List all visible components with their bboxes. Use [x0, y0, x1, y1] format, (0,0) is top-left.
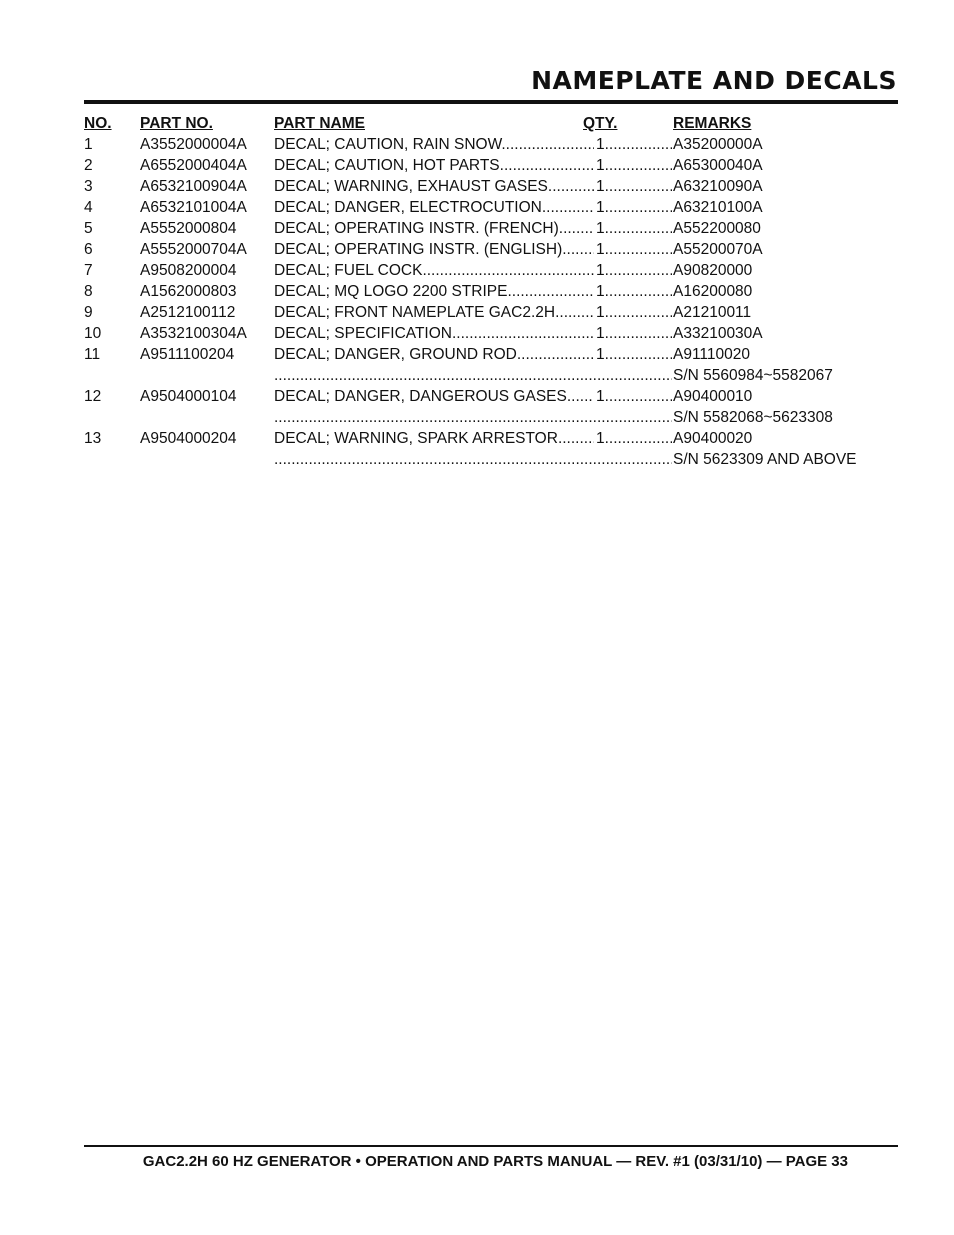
table-row	[84, 302, 884, 323]
cell-part-name: DECAL; OPERATING INSTR. (FRENCH) .....	[274, 218, 594, 239]
cell-part-no: A6552000404A	[140, 157, 247, 174]
table-row	[84, 134, 884, 155]
cell-no: 5	[84, 220, 93, 237]
cell-remarks: A63210100A	[673, 199, 763, 216]
cell-qty: 1 .....	[596, 176, 672, 197]
cell-part-no: A3552000004A	[140, 136, 247, 153]
cell-part-name: DECAL; SPECIFICATION .....	[274, 323, 594, 344]
cell-part-no: A9508200004	[140, 262, 237, 279]
table-row	[84, 281, 884, 302]
header-part-name: PART NAME	[274, 115, 365, 132]
serial-range-row	[84, 365, 884, 386]
serial-range: S/N 5623309 AND ABOVE	[673, 451, 857, 468]
cell-no: 12	[84, 388, 102, 405]
cell-qty: 1 .....	[596, 155, 672, 176]
cell-part-name: DECAL; OPERATING INSTR. (ENGLISH) .....	[274, 239, 594, 260]
cell-part-name: DECAL; DANGER, GROUND ROD .....	[274, 344, 594, 365]
cell-part-name: DECAL; MQ LOGO 2200 STRIPE .....	[274, 281, 594, 302]
header-no: NO.	[84, 115, 112, 132]
dot-leader	[274, 365, 672, 386]
page-footer: GAC2.2H 60 HZ GENERATOR • OPERATION AND PARTS MANUAL — REV. #1 (03/31/10) — PAGE 33	[142, 1153, 848, 1170]
serial-range-row	[84, 407, 884, 428]
cell-remarks: A16200080	[673, 283, 753, 300]
cell-no: 2	[84, 157, 93, 174]
cell-no: 6	[84, 241, 93, 258]
cell-remarks: A55200070A	[673, 241, 763, 258]
cell-no: 3	[84, 178, 93, 195]
cell-part-name: DECAL; CAUTION, HOT PARTS .....	[274, 155, 594, 176]
cell-part-name: DECAL; FUEL COCK .....	[274, 260, 594, 281]
cell-qty: 1 .....	[596, 260, 672, 281]
table-row	[84, 386, 884, 407]
cell-remarks: A35200000A	[673, 136, 763, 153]
cell-part-no: A3532100304A	[140, 325, 247, 342]
table-row	[84, 197, 884, 218]
cell-qty: 1 .....	[596, 323, 672, 344]
table-row	[84, 176, 884, 197]
cell-part-no: A2512100112	[140, 304, 236, 321]
cell-part-no: A6532101004A	[140, 199, 247, 216]
cell-qty: 1 .....	[596, 344, 672, 365]
cell-qty: 1 .....	[596, 386, 672, 407]
cell-no: 8	[84, 283, 93, 300]
table-row	[84, 323, 884, 344]
serial-range-row	[84, 449, 884, 470]
header-remarks: REMARKS	[673, 115, 752, 132]
cell-no: 7	[84, 262, 93, 279]
cell-part-no: A6532100904A	[140, 178, 247, 195]
cell-part-name: DECAL; FRONT NAMEPLATE GAC2.2H .....	[274, 302, 594, 323]
cell-qty: 1 .....	[596, 302, 672, 323]
table-row	[84, 344, 884, 365]
cell-qty: 1 .....	[596, 281, 672, 302]
cell-qty: 1 .....	[596, 428, 672, 449]
cell-no: 13	[84, 430, 102, 447]
table-row	[84, 428, 884, 449]
table-row	[84, 239, 884, 260]
cell-remarks: A63210090A	[673, 178, 763, 195]
serial-range: S/N 5582068~5623308	[673, 409, 833, 426]
dot-leader	[274, 407, 672, 428]
cell-part-name: DECAL; CAUTION, RAIN SNOW .....	[274, 134, 594, 155]
cell-part-name: DECAL; WARNING, EXHAUST GASES .....	[274, 176, 594, 197]
cell-remarks: A65300040A	[673, 157, 763, 174]
page-title: NAMEPLATE AND DECALS	[531, 66, 897, 95]
cell-part-no: A5552000804	[140, 220, 237, 237]
cell-no: 11	[84, 346, 101, 363]
parts-table	[84, 113, 884, 470]
serial-range: S/N 5560984~5582067	[673, 367, 833, 384]
cell-remarks: A21210011	[673, 304, 752, 321]
cell-no: 10	[84, 325, 102, 342]
cell-remarks: A33210030A	[673, 325, 763, 342]
title-divider	[84, 100, 898, 104]
dot-leader	[274, 449, 672, 470]
cell-remarks: A90400010	[673, 388, 753, 405]
cell-part-no: A9504000204	[140, 430, 237, 447]
cell-remarks: A90820000	[673, 262, 753, 279]
cell-qty: 1 .....	[596, 239, 672, 260]
cell-remarks: A91110020	[673, 346, 751, 363]
cell-part-name: DECAL; DANGER, DANGEROUS GASES .....	[274, 386, 594, 407]
cell-remarks: A90400020	[673, 430, 753, 447]
cell-remarks: A552200080	[673, 220, 761, 237]
table-header	[84, 113, 884, 134]
header-part-no: PART NO.	[140, 115, 213, 132]
table-row	[84, 218, 884, 239]
cell-no: 4	[84, 199, 93, 216]
footer-divider	[84, 1145, 898, 1147]
cell-qty: 1 .....	[596, 197, 672, 218]
table-row	[84, 260, 884, 281]
cell-qty: 1 .....	[596, 218, 672, 239]
cell-part-name: DECAL; WARNING, SPARK ARRESTOR .....	[274, 428, 594, 449]
cell-part-no: A9511100204	[140, 346, 235, 363]
cell-part-no: A1562000803	[140, 283, 237, 300]
cell-part-no: A5552000704A	[140, 241, 247, 258]
cell-qty: 1 .....	[596, 134, 672, 155]
cell-part-no: A9504000104	[140, 388, 237, 405]
cell-no: 1	[84, 136, 93, 153]
table-row	[84, 155, 884, 176]
header-qty: QTY.	[583, 115, 618, 132]
cell-no: 9	[84, 304, 93, 321]
cell-part-name: DECAL; DANGER, ELECTROCUTION .....	[274, 197, 594, 218]
